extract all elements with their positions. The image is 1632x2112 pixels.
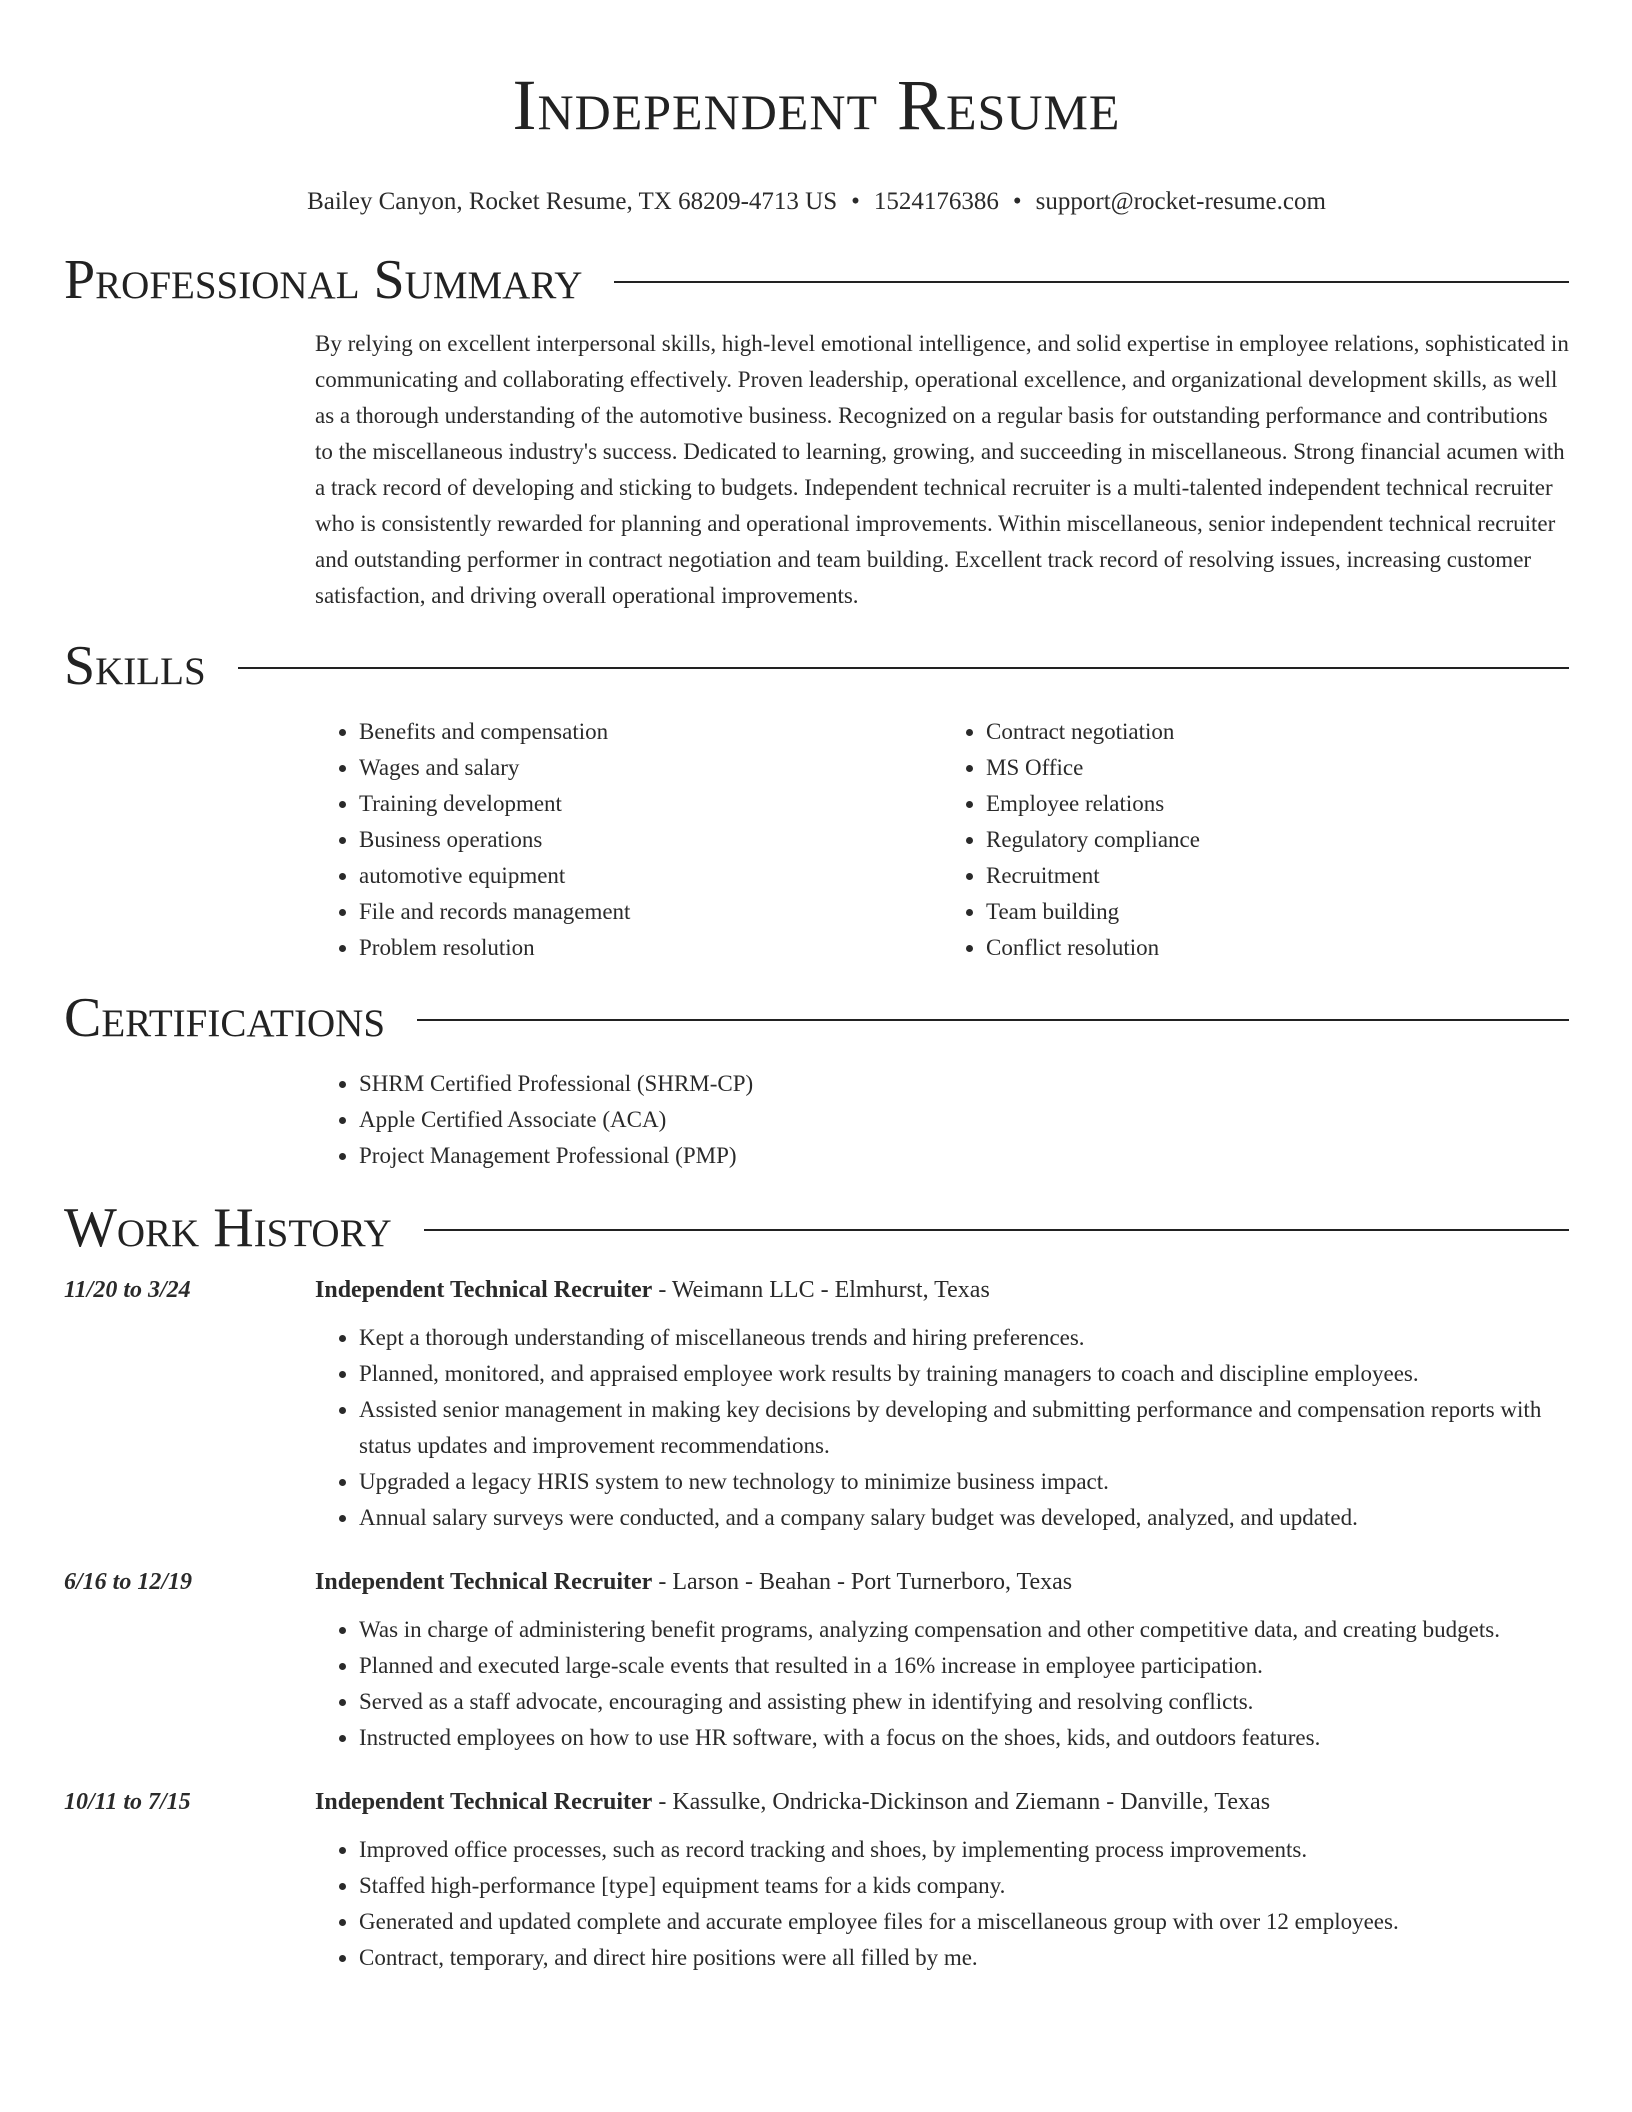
job-bullets — [315, 1832, 1569, 1976]
section-rule — [424, 1229, 1569, 1231]
job-bullet: • Planned and executed large-scale events that resulted in a 16% increase in employee participation. — [359, 1648, 1569, 1684]
skills-heading — [64, 634, 1569, 698]
section-rule — [417, 1019, 1569, 1021]
section-rule — [238, 667, 1569, 669]
contact-phone: 1524176386 — [873, 188, 999, 215]
job-bullet: • Generated and updated complete and accurate employee files for a miscellaneous group with over 12 employees. — [359, 1904, 1569, 1940]
skill-item: • Team building — [986, 894, 1569, 930]
job-entry — [64, 1566, 1569, 1756]
skill-item: • MS Office — [986, 750, 1569, 786]
section-rule — [614, 281, 1569, 283]
job-bullet: • Kept a thorough understanding of miscellaneous trends and hiring preferences. — [359, 1320, 1569, 1356]
job-dates: 11/20 to 3/24 — [64, 1277, 191, 1303]
work-history-heading-text: Work History — [64, 1197, 392, 1259]
skill-item: • File and records management — [359, 894, 942, 930]
job-info — [315, 1274, 990, 1306]
skill-item: • Contract negotiation — [986, 714, 1569, 750]
job-entry — [64, 1274, 1569, 1536]
skill-item: • Employee relations — [986, 786, 1569, 822]
skill-item: • Problem resolution — [359, 930, 942, 966]
skill-item: • Training development — [359, 786, 942, 822]
certification-item: • Apple Certified Associate (ACA) — [359, 1102, 1569, 1138]
job-bullet: • Assisted senior management in making key decisions by developing and submitting performance and compensation reports with status updates and improvement recommendations. — [359, 1392, 1569, 1464]
job-entry — [64, 1786, 1569, 1976]
job-info — [315, 1786, 1270, 1818]
contact-line — [64, 186, 1569, 218]
contact-email: support@rocket-resume.com — [1035, 188, 1326, 215]
job-bullet: • Was in charge of administering benefit programs, analyzing compensation and other competitive data, and creating budgets. — [359, 1612, 1569, 1648]
job-bullet: • Served as a staff advocate, encouraging and assisting phew in identifying and resolving conflicts. — [359, 1684, 1569, 1720]
skill-item: • Wages and salary — [359, 750, 942, 786]
skill-item: • Benefits and compensation — [359, 714, 942, 750]
job-title: Independent Technical Recruiter — [315, 1277, 653, 1303]
resume-title: Independent Resume — [512, 65, 1121, 145]
job-employer: - Kassulke, Ondricka-Dickinson and Ziemann - Danville, Texas — [652, 1789, 1271, 1815]
job-bullet-list — [315, 1320, 1569, 1536]
job-bullets — [315, 1320, 1569, 1536]
job-info — [315, 1566, 1072, 1598]
skills-heading-text: Skills — [64, 635, 206, 697]
job-title: Independent Technical Recruiter — [315, 1569, 653, 1595]
certifications-heading-text: Certifications — [64, 987, 386, 1049]
job-bullet: • Contract, temporary, and direct hire positions were all filled by me. — [359, 1940, 1569, 1976]
job-dates: 6/16 to 12/19 — [64, 1569, 193, 1595]
job-bullets — [315, 1612, 1569, 1756]
job-bullet: • Annual salary surveys were conducted, and a company salary budget was developed, analyzed, and updated. — [359, 1500, 1569, 1536]
certifications-block — [315, 1066, 1569, 1174]
certifications-list — [315, 1066, 1569, 1174]
job-employer: - Weimann LLC - Elmhurst, Texas — [652, 1277, 990, 1303]
job-header — [64, 1566, 1569, 1598]
job-dates: 10/11 to 7/15 — [64, 1789, 191, 1815]
certification-item: • Project Management Professional (PMP) — [359, 1138, 1569, 1174]
skills-list-left — [315, 714, 942, 966]
job-bullet: • Improved office processes, such as record tracking and shoes, by implementing process improvements. — [359, 1832, 1569, 1868]
job-bullet: • Staffed high-performance [type] equipment teams for a kids company. — [359, 1868, 1569, 1904]
contact-address: Bailey Canyon, Rocket Resume, TX 68209-4713 US — [307, 188, 838, 215]
job-bullet: • Planned, monitored, and appraised employee work results by training managers to coach and discipline employees. — [359, 1356, 1569, 1392]
certifications-heading — [64, 986, 1569, 1050]
job-header — [64, 1274, 1569, 1306]
job-bullet-list — [315, 1612, 1569, 1756]
skill-item: • Recruitment — [986, 858, 1569, 894]
job-header — [64, 1786, 1569, 1818]
certification-item: • SHRM Certified Professional (SHRM-CP) — [359, 1066, 1569, 1102]
summary-text: By relying on excellent interpersonal skills, high-level emotional intelligence, and solid expertise in employee relations, sophisticated in communicating and collaborating effectively. Proven leadership, operational excellence, and organizational development skills, as well as a thorough understanding of the automotive business. Recognized on a regular basis for outstanding performance and contributions to the miscellaneous industry's success. Dedicated to learning, growing, and succeeding in miscellaneous. Strong financial acumen with a track record of developing and sticking to budgets. Independent technical recruiter is a multi-talented independent technical recruiter who is consistently rewarded for planning and operational improvements. Within miscellaneous, senior independent technical recruiter and outstanding performer in contract negotiation and team building. Excellent track record of resolving issues, increasing customer satisfaction, and driving overall operational improvements. — [315, 331, 1569, 608]
skill-item: • Conflict resolution — [986, 930, 1569, 966]
skill-item: • Business operations — [359, 822, 942, 858]
job-employer: - Larson - Beahan - Port Turnerboro, Texas — [652, 1569, 1073, 1595]
job-bullet: • Instructed employees on how to use HR software, with a focus on the shoes, kids, and outdoors features. — [359, 1720, 1569, 1756]
skills-list-right — [942, 714, 1569, 966]
skills-grid — [315, 714, 1569, 966]
summary-heading-text: Professional Summary — [64, 249, 583, 311]
skill-item: • automotive equipment — [359, 858, 942, 894]
job-bullet: • Upgraded a legacy HRIS system to new technology to minimize business impact. — [359, 1464, 1569, 1500]
job-bullet-list — [315, 1832, 1569, 1976]
resume-page — [64, 0, 1569, 1976]
skill-item: • Regulatory compliance — [986, 822, 1569, 858]
work-history-list — [64, 1274, 1569, 1976]
job-title: Independent Technical Recruiter — [315, 1789, 653, 1815]
separator-dot: • — [851, 188, 860, 215]
work-history-heading — [64, 1196, 1569, 1260]
summary-heading — [64, 248, 1569, 312]
separator-dot: • — [1012, 188, 1022, 215]
